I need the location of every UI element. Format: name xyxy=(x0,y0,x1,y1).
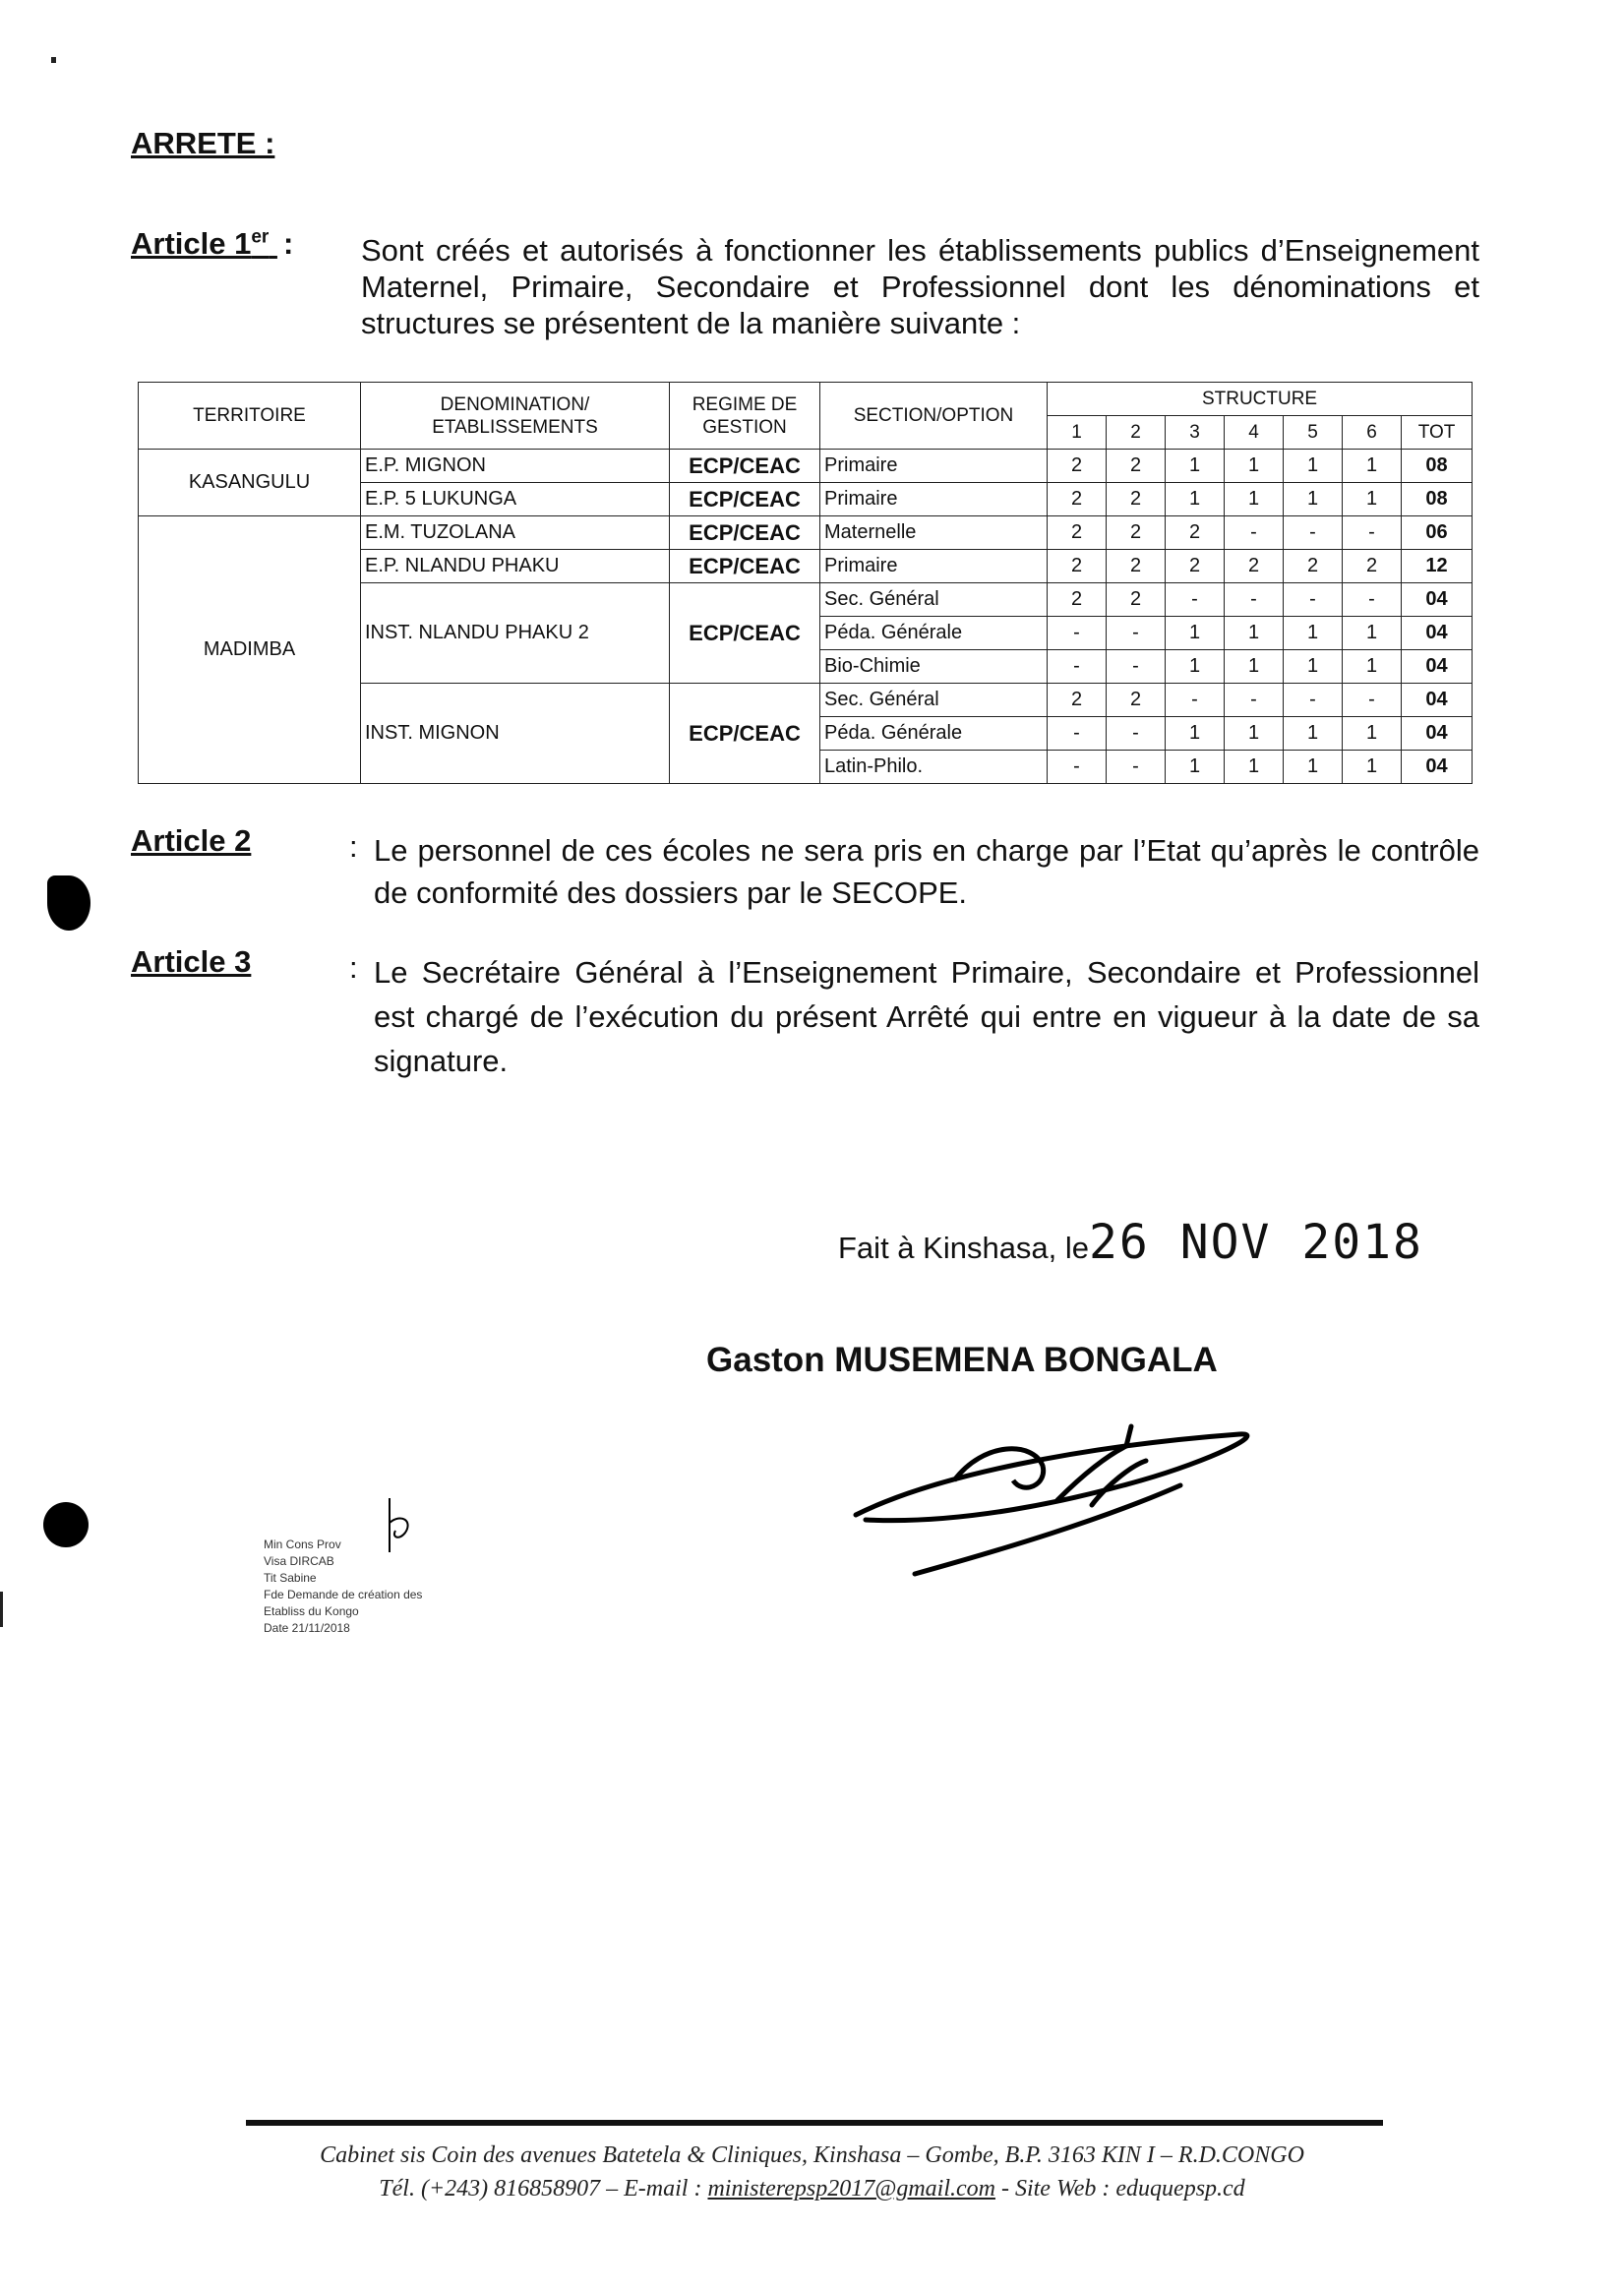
date-stamp: 26 NOV 2018 xyxy=(1089,1215,1423,1270)
structure-cell: 1 xyxy=(1284,650,1343,684)
structure-cell: 2 xyxy=(1048,583,1107,617)
article-3-text: Le Secrétaire Général à l’Enseignement Primaire, Secondaire et Professionnel est chargé de l’exécution du présent Arrêté qui entre en vigueur à la date de sa signature. xyxy=(374,955,1479,1078)
structure-cell: - xyxy=(1107,717,1166,751)
header-level-4: 4 xyxy=(1225,416,1284,450)
section-cell: Primaire xyxy=(820,450,1048,483)
structure-cell: - xyxy=(1225,583,1284,617)
note-line: Fde Demande de création des xyxy=(264,1588,423,1601)
structure-cell: 2 xyxy=(1166,550,1225,583)
document-heading: ARRETE : xyxy=(131,126,275,160)
section-cell: Péda. Générale xyxy=(820,717,1048,751)
structure-cell: 1 xyxy=(1284,450,1343,483)
note-line: Min Cons Prov xyxy=(264,1538,341,1551)
structure-cell: - xyxy=(1284,516,1343,550)
territory-cell: MADIMBA xyxy=(139,516,361,784)
regime-cell: ECP/CEAC xyxy=(670,450,820,483)
structure-cell: 2 xyxy=(1048,684,1107,717)
structure-cell: 1 xyxy=(1225,617,1284,650)
structure-cell: - xyxy=(1225,684,1284,717)
structure-cell: 2 xyxy=(1048,550,1107,583)
structure-cell: 1 xyxy=(1284,751,1343,784)
scan-edge-mark xyxy=(0,1592,3,1627)
regime-cell: ECP/CEAC xyxy=(670,550,820,583)
territory-cell: KASANGULU xyxy=(139,450,361,516)
structure-table xyxy=(138,382,1473,784)
total-cell: 06 xyxy=(1402,516,1473,550)
structure-cell: - xyxy=(1107,650,1166,684)
punch-hole-mark xyxy=(43,1502,89,1547)
handwritten-signature xyxy=(846,1407,1259,1584)
footer-contact xyxy=(197,2176,1427,2202)
structure-cell: 2 xyxy=(1107,550,1166,583)
regime-cell: ECP/CEAC xyxy=(670,483,820,516)
structure-cell: 2 xyxy=(1048,516,1107,550)
structure-cell: 1 xyxy=(1225,450,1284,483)
section-cell: Péda. Générale xyxy=(820,617,1048,650)
note-line: Date 21/11/2018 xyxy=(264,1621,350,1635)
total-cell: 08 xyxy=(1402,483,1473,516)
structure-cell: 2 xyxy=(1107,516,1166,550)
establishment-cell: E.M. TUZOLANA xyxy=(361,516,670,550)
header-level-1: 1 xyxy=(1048,416,1107,450)
footer-email-link[interactable]: ministerepsp2017@gmail.com xyxy=(707,2176,995,2202)
structure-cell: 1 xyxy=(1225,650,1284,684)
structure-cell: 1 xyxy=(1166,717,1225,751)
structure-cell: 1 xyxy=(1284,617,1343,650)
total-cell: 08 xyxy=(1402,450,1473,483)
structure-cell: 1 xyxy=(1343,751,1402,784)
structure-cell: - xyxy=(1284,684,1343,717)
structure-cell: 2 xyxy=(1048,483,1107,516)
structure-cell: 1 xyxy=(1166,450,1225,483)
footer-address: Cabinet sis Coin des avenues Batetela & Cliniques, Kinshasa – Gombe, B.P. 3163 KIN I – R.D.CONGO xyxy=(320,2142,1304,2168)
regime-cell: ECP/CEAC xyxy=(670,583,820,684)
structure-cell: - xyxy=(1343,583,1402,617)
total-cell: 04 xyxy=(1402,751,1473,784)
article-2-text: Le personnel de ces écoles ne sera pris en charge par l’Etat qu’après le contrôle de conformité des dossiers par le SECOPE. xyxy=(374,833,1479,910)
total-cell: 04 xyxy=(1402,617,1473,650)
footer-phone: Tél. (+243) 816858907 – E-mail : xyxy=(379,2176,702,2202)
structure-cell: - xyxy=(1343,684,1402,717)
structure-cell: 1 xyxy=(1343,450,1402,483)
structure-cell: - xyxy=(1107,751,1166,784)
signatory-name: Gaston MUSEMENA BONGALA xyxy=(706,1341,1218,1379)
total-cell: 04 xyxy=(1402,717,1473,751)
section-cell: Maternelle xyxy=(820,516,1048,550)
establishment-cell: E.P. MIGNON xyxy=(361,450,670,483)
signature-place: Fait à Kinshasa, le xyxy=(838,1231,1090,1265)
header-section: SECTION/OPTION xyxy=(820,383,1048,450)
total-cell: 04 xyxy=(1402,583,1473,617)
structure-cell: 2 xyxy=(1107,684,1166,717)
initials-mark xyxy=(372,1493,421,1562)
header-structure: STRUCTURE xyxy=(1048,383,1473,416)
structure-cell: 1 xyxy=(1284,483,1343,516)
article-2-colon: : xyxy=(349,829,358,864)
structure-cell: 2 xyxy=(1048,450,1107,483)
establishment-cell: E.P. 5 LUKUNGA xyxy=(361,483,670,516)
establishment-cell: INST. MIGNON xyxy=(361,684,670,784)
establishment-cell: E.P. NLANDU PHAKU xyxy=(361,550,670,583)
structure-cell: 2 xyxy=(1225,550,1284,583)
note-line: Etabliss du Kongo xyxy=(264,1604,359,1618)
regime-cell: ECP/CEAC xyxy=(670,684,820,784)
structure-cell: 2 xyxy=(1107,483,1166,516)
header-territoire: TERRITOIRE xyxy=(139,383,361,450)
establishment-cell: INST. NLANDU PHAKU 2 xyxy=(361,583,670,684)
scan-mark xyxy=(51,57,56,63)
table-row xyxy=(139,516,1473,550)
footer-website: - Site Web : eduquepsp.cd xyxy=(1000,2176,1245,2202)
structure-cell: 1 xyxy=(1166,617,1225,650)
article-1-label: Article 1er : xyxy=(131,226,294,261)
structure-cell: 2 xyxy=(1343,550,1402,583)
header-regime: REGIME DE GESTION xyxy=(670,383,820,450)
structure-cell: 1 xyxy=(1225,717,1284,751)
section-cell: Sec. Général xyxy=(820,684,1048,717)
punch-hole-mark xyxy=(47,875,90,931)
structure-cell: - xyxy=(1284,583,1343,617)
structure-cell: - xyxy=(1225,516,1284,550)
footer-rule xyxy=(246,2120,1383,2126)
structure-cell: 1 xyxy=(1225,751,1284,784)
header-level-tot: TOT xyxy=(1402,416,1473,450)
article-1-text: Sont créés et autorisés à fonctionner les établissements publics d’Enseignement Maternel, Primaire, Secondaire et Professionnel dont les dénominations et structures se présentent de la manière suivante : xyxy=(361,233,1479,340)
section-cell: Latin-Philo. xyxy=(820,751,1048,784)
structure-cell: 2 xyxy=(1284,550,1343,583)
section-cell: Primaire xyxy=(820,483,1048,516)
structure-cell: 2 xyxy=(1166,516,1225,550)
section-cell: Sec. Général xyxy=(820,583,1048,617)
section-cell: Bio-Chimie xyxy=(820,650,1048,684)
structure-cell: 1 xyxy=(1343,650,1402,684)
header-denomination: DENOMINATION/ ETABLISSEMENTS xyxy=(361,383,670,450)
total-cell: 12 xyxy=(1402,550,1473,583)
structure-cell: 1 xyxy=(1343,483,1402,516)
structure-cell: 2 xyxy=(1107,450,1166,483)
structure-cell: 1 xyxy=(1343,617,1402,650)
note-line: Visa DIRCAB xyxy=(264,1554,334,1568)
header-level-2: 2 xyxy=(1107,416,1166,450)
structure-cell: 1 xyxy=(1166,650,1225,684)
header-level-6: 6 xyxy=(1343,416,1402,450)
structure-cell: - xyxy=(1343,516,1402,550)
structure-cell: 1 xyxy=(1343,717,1402,751)
structure-cell: 1 xyxy=(1225,483,1284,516)
structure-cell: - xyxy=(1166,583,1225,617)
article-3-label: Article 3 xyxy=(131,944,252,979)
signature-place-date xyxy=(838,1215,1423,1270)
total-cell: 04 xyxy=(1402,684,1473,717)
total-cell: 04 xyxy=(1402,650,1473,684)
section-cell: Primaire xyxy=(820,550,1048,583)
structure-cell: - xyxy=(1048,751,1107,784)
structure-cell: - xyxy=(1048,650,1107,684)
regime-cell: ECP/CEAC xyxy=(670,516,820,550)
table-row xyxy=(139,450,1473,483)
structure-cell: 1 xyxy=(1284,717,1343,751)
header-level-3: 3 xyxy=(1166,416,1225,450)
note-line: Tit Sabine xyxy=(264,1571,317,1585)
structure-cell: - xyxy=(1107,617,1166,650)
structure-cell: 2 xyxy=(1107,583,1166,617)
structure-cell: - xyxy=(1048,717,1107,751)
article-1-superscript: er xyxy=(251,226,270,248)
article-2-label: Article 2 xyxy=(131,823,252,858)
header-level-5: 5 xyxy=(1284,416,1343,450)
structure-cell: 1 xyxy=(1166,751,1225,784)
structure-cell: - xyxy=(1048,617,1107,650)
structure-cell: 1 xyxy=(1166,483,1225,516)
article-3-colon: : xyxy=(349,950,358,985)
structure-cell: - xyxy=(1166,684,1225,717)
